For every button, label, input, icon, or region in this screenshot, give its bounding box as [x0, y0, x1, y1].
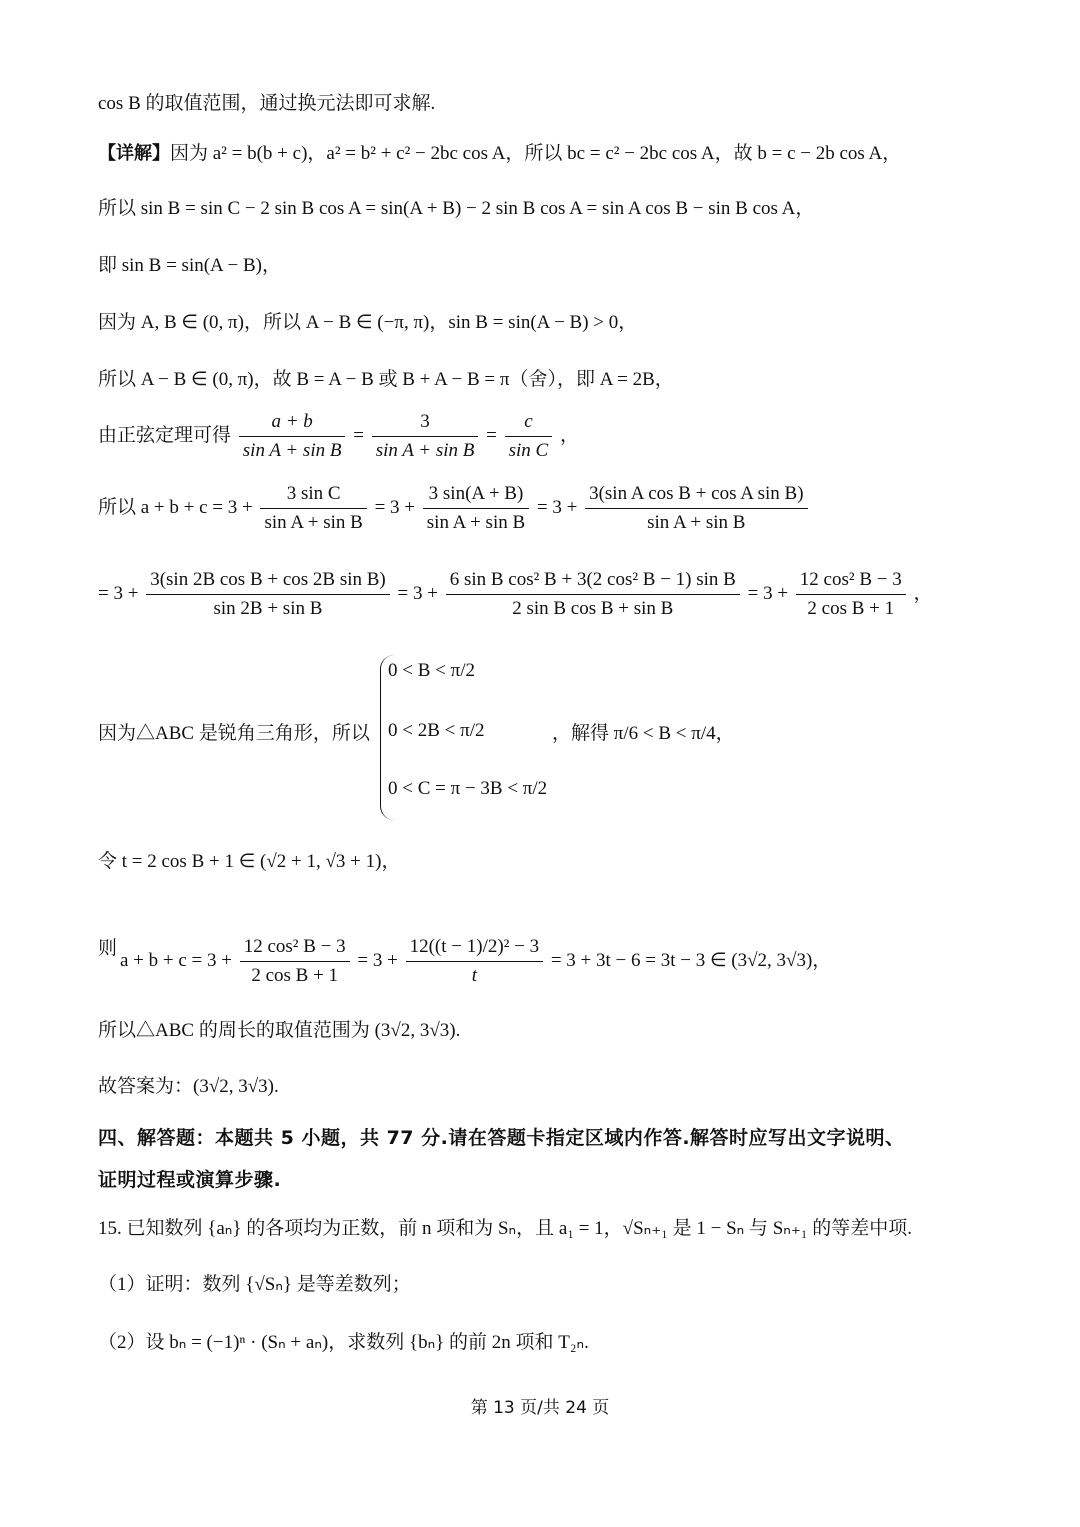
question-15-part-2: （2）设 bₙ = (−1)ⁿ · (Sₙ + aₙ)，求数列 {bₙ} 的前 2n 项和 T₂ₙ.	[98, 1332, 589, 1353]
system-row: 0 < 2B < π/2	[388, 720, 485, 741]
text-line: 即 sin B = sin(A − B)，	[98, 255, 281, 276]
fraction: $\frac{3}{\text{sin A + sin B}}$	[372, 408, 479, 465]
fraction: $\frac{\text{12 cos² B − 3}}{\text{2 cos B + 1}}$	[240, 933, 350, 990]
text-prefix: 则	[98, 938, 118, 959]
fraction: $\frac{\text{3(sin A cos B + cos A sin B)}}{\text{sin A + sin B}}$	[585, 480, 807, 537]
fraction: $\frac{\text{3(sin 2B cos B + cos 2B sin B)}}{\text{sin 2B + sin B}}$	[146, 566, 390, 623]
fraction: $\frac{\text{6 sin B cos² B + 3(2 cos² B − 1) sin B}}{\text{2 sin B cos B + sin B}}$	[446, 566, 740, 623]
solve-range: π/6 < B < π/4，	[613, 723, 735, 744]
fraction: $\frac{\text{12((t − 1)/2)² − 3}}{t}$	[406, 933, 544, 990]
fraction: $\frac{c}{\text{sin C}}$	[505, 408, 553, 465]
question-15: 15. 已知数列 {aₙ} 的各项均为正数，前 n 项和为 Sₙ，且 a₁ = 1，√Sₙ₊₁ 是 1 − Sₙ 与 Sₙ₊₁ 的等差中项.	[98, 1218, 913, 1239]
text-line: 因为 A, B ∈ (0, π)，所以 A − B ∈ (−π, π)，sin B = sin(A − B) > 0，	[98, 312, 638, 333]
text-line: 所以 A − B ∈ (0, π)，故 B = A − B 或 B + A − B = π（舍），即 A = 2B，	[98, 369, 674, 390]
equals: = 3 +	[357, 949, 398, 971]
equals: =	[486, 424, 497, 446]
text-prefix: 因为△ABC 是锐角三角形，所以	[98, 723, 370, 744]
text-line: 所以△ABC 的周长的取值范围为 (3√2, 3√3).	[98, 1020, 461, 1041]
text-line: 令 t = 2 cos B + 1 ∈ (√2 + 1, √3 + 1)，	[98, 851, 401, 872]
equals: = 3 +	[98, 582, 139, 604]
sine-law-line	[98, 408, 579, 465]
section-heading: 证明过程或演算步骤.	[98, 1169, 282, 1191]
fraction: $\frac{\text{3 sin C}}{\text{sin A + sin B}}$	[260, 480, 366, 537]
text-line: cos B 的取值范围，通过换元法即可求解.	[98, 93, 436, 114]
system-row: 0 < B < π/2	[388, 660, 475, 681]
equals: =	[353, 424, 364, 446]
substitution-line	[120, 933, 831, 990]
fraction: $\frac{\text{12 cos² B − 3}}{\text{2 cos B + 1}}$	[796, 566, 906, 623]
detail-text: 因为 a² = b(b + c)，a² = b² + c² − 2bc cos A，所以 bc = c² − 2bc cos A，故 b = c − 2b cos A，	[170, 143, 902, 164]
text-line: 所以 sin B = sin C − 2 sin B cos A = sin(A + B) − 2 sin B cos A = sin A cos B − sin B cos A，	[98, 198, 815, 219]
page-footer: 第 13 页/共 24 页	[470, 1398, 610, 1418]
equals: a + b + c = 3 +	[120, 949, 232, 971]
result: = 3 + 3t − 6 = 3t − 3 ∈ (3√2, 3√3)，	[550, 949, 832, 971]
equals: = 3 +	[536, 496, 578, 518]
section-heading: 四、解答题：本题共 5 小题，共 77 分.请在答题卡指定区域内作答.解答时应写出文字说明、	[98, 1127, 905, 1149]
text-suffix: ，解得	[552, 723, 610, 744]
equals: = 3 +	[747, 582, 789, 604]
text-prefix: 由正弦定理可得	[98, 424, 232, 446]
solve-text	[552, 720, 735, 748]
comma: ，	[559, 424, 579, 446]
question-15-part-1: （1）证明：数列 {√Sₙ} 是等差数列；	[98, 1274, 411, 1295]
equals: = 3 +	[397, 582, 438, 604]
comma: ，	[913, 582, 933, 604]
perimeter-line	[98, 480, 811, 537]
perimeter-line	[98, 566, 932, 623]
text-prefix: 所以 a + b + c = 3 +	[98, 496, 253, 518]
text-line	[98, 140, 901, 168]
detail-tag: 【详解】	[98, 143, 170, 164]
text-line: 故答案为：(3√2, 3√3).	[98, 1076, 279, 1097]
fraction: $\frac{3 \sin(A + B)}{\text{sin A + sin B}}$	[423, 480, 529, 537]
equals: = 3 +	[374, 496, 416, 518]
fraction: $\frac{a + b}{\text{sin A + sin B}}$	[239, 408, 346, 465]
system-row: 0 < C = π − 3B < π/2	[388, 778, 548, 799]
